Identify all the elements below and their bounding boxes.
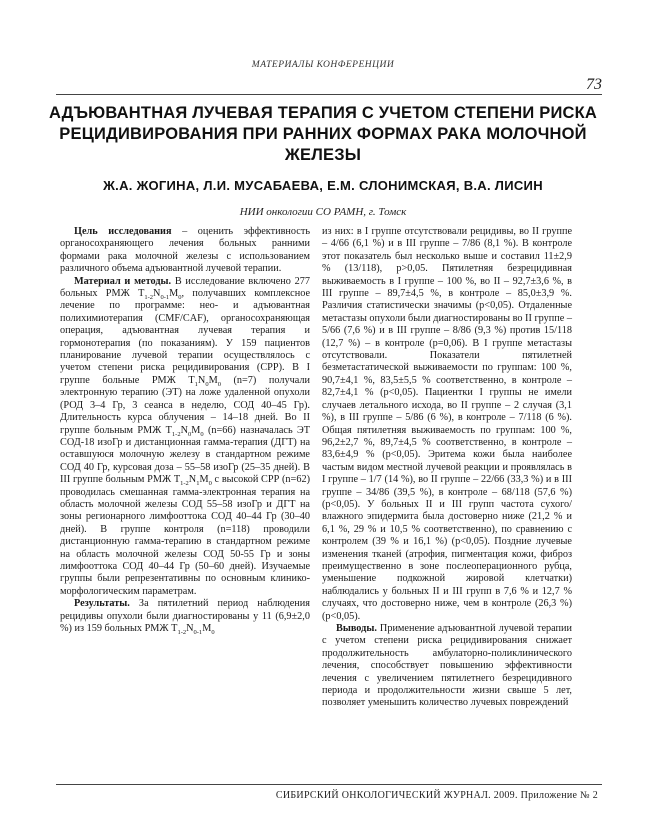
aim-paragraph <box>60 226 310 276</box>
running-header: МАТЕРИАЛЫ КОНФЕРЕНЦИИ <box>251 60 395 70</box>
subscript: 0-1 <box>160 294 170 302</box>
article-authors: Ж.А. ЖОГИНА, Л.И. МУСАБАЕВА, Е.М. СЛОНИМСКАЯ, В.А. ЛИСИН <box>103 178 543 193</box>
methods-lead: Материал и методы. <box>74 275 172 287</box>
subscript: 0 <box>188 430 192 438</box>
methods-text: N <box>153 288 161 300</box>
aim-text: – оценить эффективность органосохраняющего лечения больных ранними формами рака молочной железы с использованием различного объема адъювантной лучевой терапии. <box>60 226 310 275</box>
subscript: 0 <box>217 380 221 388</box>
results-text: из них: в I группе отсутствовали рецидивы, во II группе – 4/66 (6,1 %) и в III группе – 7/86 (8,1 %). В контроле этот показатель был несколько выше и составил 11±2,9 % (13/118), р>0,05. Пятилетняя безрецидивная выживаемость в I группе – 100 %, во II – 92,7±3,6 %, в III группе – 89,7±4,5 %, в контроле – 85,0±3,9 %. Различия статистически значимы (p<0,05). Отдаленные метастазы опухоли были диагностированы во II группе – 5/66 (7,6 %) и в III группе – 8/86 (9,3 %) против 15/118 (12,7 %) – в контроле (р=0,06). В I группе метастазы отсутствовали. Показатели пятилетней безметастатической выживаемости по группам: 100 %, 90,7±4,1 %, 83,5±5,5 % соответственно, в контроле – 82,7±4,1 % (р<0,05). Пациентки I группы не имели случаев летального исхода, во II группе – 2 случая (3,1 %), в III группе – 5/86 (6 %), в контроле – 7/118 (6 %). Общая пятилетняя выживаемость по группам: 100 %, 96,2±2,7 %, 89,7±4,5 % соответственно, в контроле – 83,6±4,9 % (р<0,05). Эритема кожи была наиболее частым видом местной лучевой реакции и проявлялась в I группе – 1/7 (14 %), во II группе – 22/66 (33,3 %) и в III группе – 34/86 (39,5 %), в контроле – 68/118 (57,6 %) (р<0,05). У больных II и III групп частота сухого/влажного эпидермита была достоверно ниже (21,2 % и 6,1 %, 29 % и 10,5 % соответственно), по сравнению с контролем (39 % и 16,1 %) (р<0,05). Поздние лучевые изменения тканей (атрофия, пигментация кожи, фиброз преимущественно в зоне послеоперационного рубца, уменьшение подкожной жировой клетчатки) наблюдались у больных II и III групп в 7,6 % и 12,7 % случаях, что достоверно ниже, чем в контроле (26,3 %) (р<0,05). <box>322 226 572 622</box>
methods-text: , получавших комплексное лечение по программе: нео- и адъювантная полихимиотерапия (CMF/CAF), органосохраняющая операция, адъювантная лучевая терапия и гормонотерапия (по показаниям). У 159 пациентов планирование лучевой терапии осуществлялось с учетом степени риска рецидивирования (СРР). В I группе больные РМЖ T <box>60 288 310 386</box>
right-column <box>322 226 572 710</box>
methods-text: N <box>180 424 188 436</box>
aim-lead: Цель исследования <box>74 226 172 237</box>
results-text: За пятилетний период наблюдения рецидивы опухоли были диагностированы у 11 (6,9±2,0 %) из 159 больных РМЖ T <box>60 598 310 634</box>
methods-paragraph <box>60 276 310 599</box>
conclusions-paragraph <box>322 623 572 710</box>
methods-text: M <box>199 474 209 486</box>
methods-text: В исследование включено 277 больных РМЖ T <box>60 275 310 300</box>
article-title: АДЪЮВАНТНАЯ ЛУЧЕВАЯ ТЕРАПИЯ С УЧЕТОМ СТЕПЕНИ РИСКА РЕЦИДИВИРОВАНИЯ ПРИ РАННИХ ФОРМАХ РАКА МОЛОЧНОЙ ЖЕЛЕЗЫ <box>48 104 598 164</box>
subscript: 0 <box>178 294 182 302</box>
subscript: 0 <box>208 480 212 488</box>
article-affiliation: НИИ онкологии СО РАМН, г. Томск <box>239 206 407 218</box>
conclusions-lead: Выводы. <box>336 623 377 634</box>
results-lead: Результаты. <box>74 598 130 610</box>
results-text: N <box>186 623 194 634</box>
subscript: 1-2 <box>177 629 187 637</box>
methods-text: M <box>169 288 179 300</box>
methods-text: M <box>191 424 201 436</box>
subscript: 1-2 <box>144 294 154 302</box>
subscript: 1 <box>194 380 198 388</box>
footer-divider <box>56 784 602 785</box>
subscript: 0-1 <box>193 629 203 637</box>
methods-text: (n=7) получали электронную терапию (ЭТ) на ложе удаленной опухоли (РОД 3–4 Гр, 3 сеанса в неделю, СОД 40–45 Гр). Длительность курса облучения – 14–18 дней. Во II группе больным РМЖ T <box>60 374 310 436</box>
methods-text: N <box>197 374 206 386</box>
page-number: 73 <box>586 76 602 93</box>
results-paragraph <box>60 598 310 635</box>
subscript: 1-2 <box>171 430 181 438</box>
methods-text: M <box>208 374 218 386</box>
journal-footer: СИБИРСКИЙ ОНКОЛОГИЧЕСКИЙ ЖУРНАЛ. 2009. Приложение № 2 <box>275 790 598 801</box>
methods-text: N <box>188 474 197 486</box>
subscript: 1 <box>196 480 200 488</box>
results-paragraph-cont <box>322 226 572 623</box>
methods-text: с высокой СРР (n=62) проводилась смешанная гамма-электронная терапия на область молочной железы СОД 55–58 изоГр и ДГТ на зоны регионарного лимфооттока СОД 40–44 Гр (30–40 дней). В группе контроля (n=118) проводили дистанционную гамма-терапию в стандартном режиме на область молочной железы СОД 50-55 Гр и зоны лимфооттока СОД 40–44 Гр (50–60 дней). Изучаемые группы были репрезентативны по основным клинико-морфологическим параметрам. <box>60 474 310 597</box>
subscript: 0 <box>211 629 215 637</box>
subscript: 0 <box>205 380 209 388</box>
results-text: M <box>202 623 212 634</box>
header-divider <box>56 94 602 95</box>
subscript: 0 <box>200 430 204 438</box>
subscript: 1-2 <box>180 480 189 488</box>
methods-text: (n=66) назначалась ЭТ СОД-18 изоГр и дистанционная гамма-терапия (ДГТ) на оставшуюся молочную железу в стандартном режиме СОД 40 Гр, курсовая доза – 55–58 изоГр (25–35 дней). В III группе больным РМЖ T <box>60 424 310 486</box>
left-column <box>60 226 310 635</box>
conclusions-text: Применение адъювантной лучевой терапии с учетом степени риска рецидивирования снижает продолжительность амбулаторно-поликлинического лечения, способствует повышению эффективности лечения с увеличением пятилетнего безрецидивного периода и продолжительности жизни свыше 5 лет, позволяет уменьшить количество лучевых повреждений <box>322 623 572 709</box>
